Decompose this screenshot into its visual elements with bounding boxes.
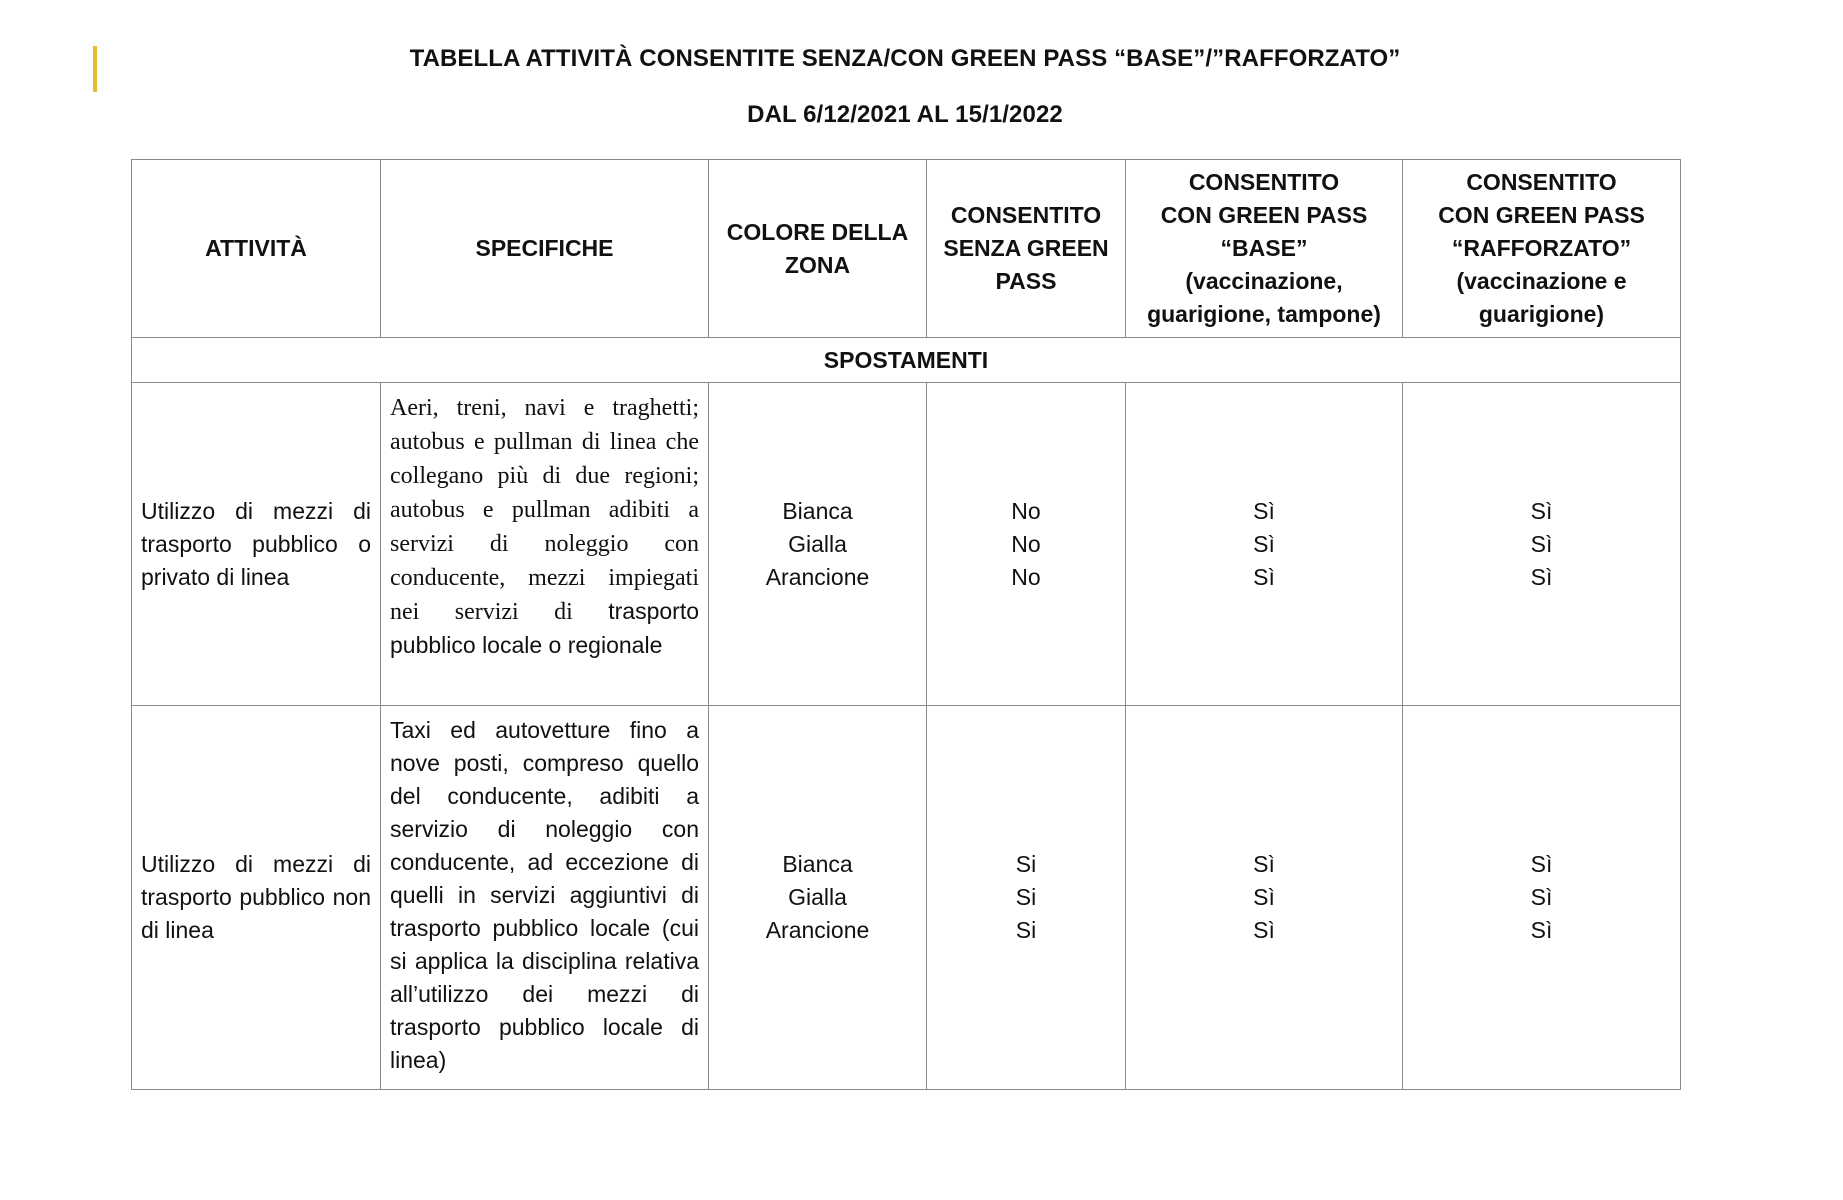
zone-color-cell: Bianca Gialla Arancione: [709, 706, 927, 1090]
activity-cell: Utilizzo di mezzi di trasporto pubblico non di linea: [132, 706, 381, 1090]
header-senza-green-pass: CONSENTITO SENZA GREEN PASS: [927, 160, 1126, 338]
green-pass-rafforzato-cell: Sì Sì Sì: [1403, 383, 1681, 706]
zone-color-cell: Bianca Gialla Arancione: [709, 383, 927, 706]
header-row: [132, 160, 1681, 338]
document-title: TABELLA ATTIVITÀ CONSENTITE SENZA/CON GREEN PASS “BASE”/”RAFFORZATO”: [409, 45, 1401, 72]
section-row-spostamenti: [132, 338, 1681, 383]
specifiche-cell: Taxi ed autovetture fino a nove posti, compreso quello del conducente, adibiti a servizio di noleggio con conducente, ad eccezione di quelli in servizi aggiuntivi di trasporto pubblico locale (cui si applica la disciplina relativa all’utilizzo dei mezzi di trasporto pubblico locale di linea): [381, 706, 709, 1090]
green-pass-rafforzato-cell: Sì Sì Sì: [1403, 706, 1681, 1090]
table-row: [132, 706, 1681, 1090]
header-colore-zona: COLORE DELLA ZONA: [709, 160, 927, 338]
green-pass-base-cell: Sì Sì Sì: [1126, 383, 1403, 706]
header-specifiche: SPECIFICHE: [381, 160, 709, 338]
green-pass-activity-table: [131, 159, 1681, 1090]
specifiche-cell: Aeri, treni, navi e traghetti; autobus e pullman di linea che collegano più di due regioni; autobus e pullman adibiti a servizi di noleggio con conducente, mezzi impiegati nei servizi di trasporto pubblico locale o regionale: [381, 383, 709, 706]
table-row: [132, 383, 1681, 706]
header-green-pass-base: CONSENTITO CON GREEN PASS “BASE” (vaccinazione, guarigione, tampone): [1126, 160, 1403, 338]
senza-green-pass-cell: No No No: [927, 383, 1126, 706]
section-title: SPOSTAMENTI: [132, 338, 1681, 383]
activity-cell: Utilizzo di mezzi di trasporto pubblico o privato di linea: [132, 383, 381, 706]
header-attivita: ATTIVITÀ: [132, 160, 381, 338]
document-date-range: DAL 6/12/2021 AL 15/1/2022: [747, 101, 1063, 128]
header-green-pass-rafforzato: CONSENTITO CON GREEN PASS “RAFFORZATO” (vaccinazione e guarigione): [1403, 160, 1681, 338]
senza-green-pass-cell: Si Si Si: [927, 706, 1126, 1090]
green-pass-base-cell: Sì Sì Sì: [1126, 706, 1403, 1090]
